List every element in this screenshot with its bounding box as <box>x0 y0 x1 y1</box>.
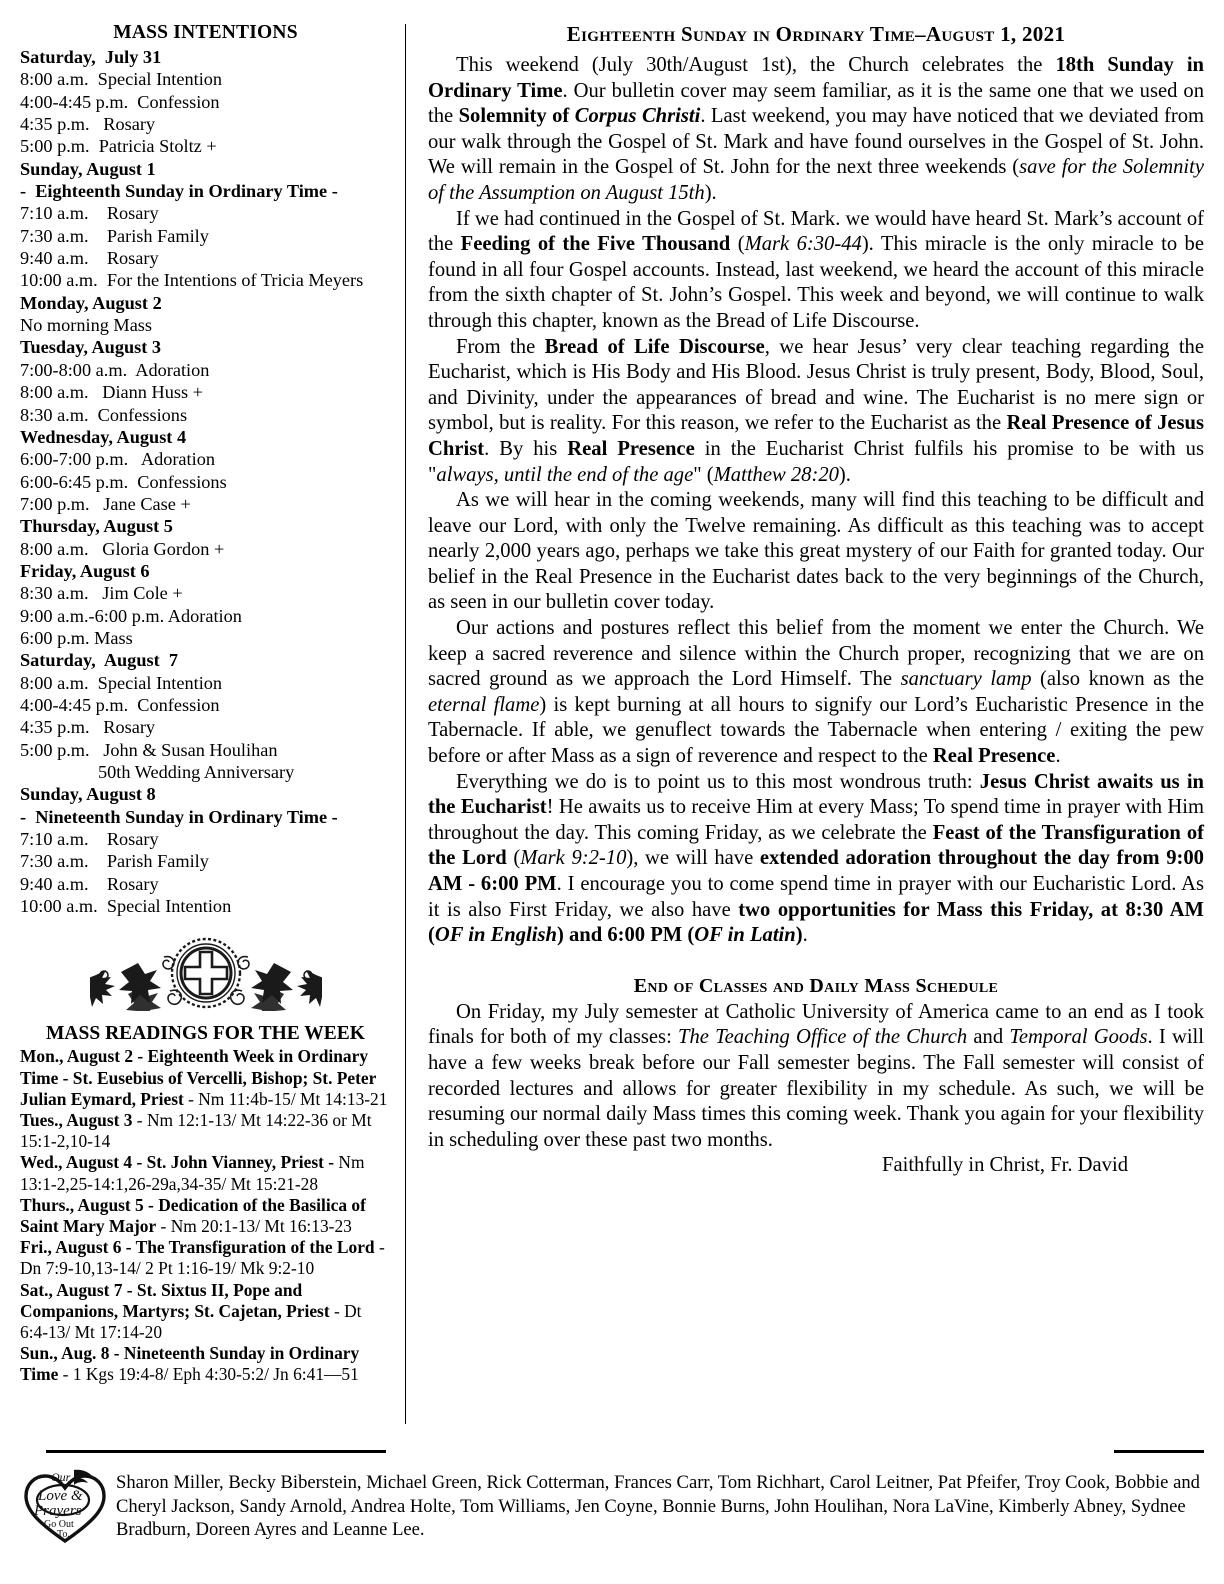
svg-text:Prayers: Prayers <box>34 1503 82 1519</box>
text-run: Mark 6:30-44 <box>744 233 862 256</box>
article-paragraph <box>428 207 1204 335</box>
text-run: ). This miracle is the only miracle to be found in all four Gospel accounts. Instead, last weekend, we heard the account of this miracle from the sixth chapter of St. John’s Gospel. This week and beyond, we will continue to walk through this chapter, known as the Bread of Life Discourse. <box>428 233 1204 332</box>
text-run: 18th Sunday in Ordinary Time <box>428 54 1204 102</box>
mass-intention-line: 8:30 a.m. Confessions <box>20 404 188 425</box>
mass-day-heading: Saturday, July 31 <box>20 47 162 67</box>
mass-intention-line: 9:40 a.m. Rosary <box>20 248 159 269</box>
two-column-layout <box>20 22 1204 1452</box>
prayer-footer <box>20 1450 1204 1570</box>
text-run: ), we will have <box>626 847 760 870</box>
reading-label: Mon., August 2 - Eighteenth Week in Ordinary Time - St. Eusebius of Vercelli, Bishop; St. Peter Julian Eymard, Priest <box>20 1046 377 1109</box>
article-paragraph <box>428 770 1204 949</box>
text-run: OF in English <box>434 924 557 947</box>
mass-intention-line: 7:10 a.m. Rosary <box>20 203 159 224</box>
text-run: If we had continued in the Gospel of St. Mark. we would have heard St. Mark’s account of the <box>428 207 1204 256</box>
text-run: always, until the end of the age <box>436 463 694 486</box>
reading-entry <box>20 1046 391 1110</box>
mass-intention-line: 4:35 p.m. Rosary <box>20 717 156 738</box>
svg-text:Go Out: Go Out <box>44 1519 74 1530</box>
mass-day-heading: - Nineteenth Sunday in Ordinary Time - <box>20 806 338 827</box>
text-run: eternal flame <box>428 693 540 716</box>
mass-intention-line: 8:00 a.m. Special Intention <box>20 672 223 693</box>
text-run: Real Presence <box>567 437 695 460</box>
text-run: OF in Latin <box>694 924 796 947</box>
text-run: Real Presence of Jesus Christ <box>428 412 1204 460</box>
mass-intention-line: 6:00-6:45 p.m. Confessions <box>20 471 227 492</box>
cross-ornament-icon <box>90 935 322 1011</box>
text-run: extended adoration throughout the day from 9:00 AM - 6:00 PM <box>428 847 1204 895</box>
mass-intention-line: 5:00 p.m. Patricia Stoltz + <box>20 136 217 157</box>
text-run: . Our bulletin cover may seem familiar, as it is the same one that we used on the <box>428 79 1205 128</box>
footer-rules <box>20 1450 1204 1460</box>
text-run: ). <box>704 181 717 204</box>
reading-entry <box>20 1110 391 1152</box>
text-run: On Friday, my July semester at Catholic University of America came to an end as I took finals for both of my classes: <box>428 1000 1204 1049</box>
reading-citation: Nm 13:1-2,25-14:1,26-29a,34-35/ Mt 15:21-28 <box>20 1152 365 1194</box>
text-run: ( <box>506 847 521 870</box>
text-run: ( <box>730 233 745 256</box>
mass-readings-heading: MASS READINGS FOR THE WEEK <box>46 1023 365 1045</box>
reading-entry <box>20 1152 391 1194</box>
article-body-two <box>428 1000 1204 1154</box>
text-run: Corpus Christi <box>574 105 701 128</box>
reading-entry <box>20 1195 391 1237</box>
text-run: ) and 6:00 PM ( <box>556 924 695 947</box>
text-run: ! He awaits us to receive Him at every Mass; To spend time in prayer with Him throughout the day. This coming Friday, as we celebrate the <box>428 796 1204 844</box>
mass-intention-line: 7:30 a.m. Parish Family <box>20 225 209 246</box>
text-run: . <box>1055 745 1061 768</box>
mass-intention-line: 6:00 p.m. Mass <box>20 627 133 648</box>
mass-intention-line: 7:00 p.m. Jane Case + <box>20 493 191 514</box>
reading-citation: - Nm 20:1-13/ Mt 16:13-23 <box>156 1216 352 1237</box>
reading-label: Sun., Aug. 8 - Nineteenth Sunday in Ordinary Time <box>20 1343 360 1385</box>
mass-day-heading: Wednesday, August 4 <box>20 426 187 447</box>
text-run: Everything we do is to point us to this most wondrous truth: <box>456 770 980 793</box>
article-body <box>428 53 1204 949</box>
right-column <box>406 22 1204 1179</box>
mass-readings-list <box>20 1046 391 1385</box>
text-run: ) <box>795 924 803 947</box>
mass-day-heading: Saturday, August 7 <box>20 650 178 671</box>
mass-day-heading: - Eighteenth Sunday in Ordinary Time - <box>20 181 338 202</box>
text-run: . I encourage you to come spend time in prayer with our Eucharistic Lord. As it is also First Friday, we also have <box>428 873 1204 921</box>
mass-intention-line: 6:00-7:00 p.m. Adoration <box>20 449 215 470</box>
mass-intention-line: 4:35 p.m. Rosary <box>20 114 156 135</box>
reading-citation: - Dn 7:9-10,13-14/ 2 Pt 1:16-19/ Mk 9:2-10 <box>20 1237 385 1279</box>
mass-intention-line: 9:40 a.m. Rosary <box>20 873 159 894</box>
prayer-names-list: Sharon Miller, Becky Biberstein, Michael Green, Rick Cotterman, Frances Carr, Tom Richhart, Carol Leitner, Pat Pfeifer, Troy Cook, Bobbie and Cheryl Jackson, Sandy Arnold, Andrea Holte, Tom Williams, Jen Coyne, Bonnie Burns, John Houlihan, Nora LaVine, Kimberly Abney, Sydnee Bradburn, Doreen Ayres and Leanne Lee. <box>116 1472 1200 1541</box>
left-column <box>20 22 405 1386</box>
text-run: Feeding of the Five Thousand <box>460 233 731 256</box>
mass-intention-line: No morning Mass <box>20 315 153 336</box>
mass-intention-line: 7:00-8:00 a.m. Adoration <box>20 359 210 380</box>
mass-intention-line: 9:00 a.m.-6:00 p.m. Adoration <box>20 605 242 626</box>
text-run: As we will hear in the coming weekends, many will find this teaching to be difficult and leave our Lord, with only the Twelve remaining. As difficult as this teaching was to accept nearly 2,000 years ago, perhaps we take this great mystery of our Faith for granted today. Our belief in the Real Presence in the Eucharist dates back to the very beginnings of the Church, as seen in our bulletin cover today. <box>428 489 1204 614</box>
text-run: Our actions and postures reflect this belief from the moment we enter the Church. We keep a sacred reverence and silence within the Church proper, recognizing that we are on sacred ground as we approach the Lord Himself. The <box>428 617 1204 691</box>
mass-intention-line: 7:30 a.m. Parish Family <box>20 851 209 872</box>
mass-day-heading: Sunday, August 8 <box>20 784 156 805</box>
footer-rule-left <box>46 1450 386 1453</box>
mass-day-heading: Tuesday, August 3 <box>20 337 162 358</box>
text-run: Mark 9:2-10 <box>520 847 627 870</box>
reading-label: Wed., August 4 - St. John Vianney, Priest - <box>20 1152 335 1173</box>
mass-intention-line: 8:00 a.m. Special Intention <box>20 69 223 90</box>
reading-citation: - Nm 12:1-13/ Mt 14:22-36 or Mt 15:1-2,10-14 <box>20 1110 372 1152</box>
mass-intention-line: 10:00 a.m. Special Intention <box>20 896 232 917</box>
svg-text:Love &: Love & <box>38 1488 83 1504</box>
reading-label: Thurs., August 5 - Dedication of the Basilica of Saint Mary Major <box>20 1194 366 1237</box>
text-run: (also known as the <box>1031 668 1205 691</box>
mass-intention-line: 8:00 a.m. Diann Huss + <box>20 382 203 403</box>
text-run: ). <box>838 463 851 486</box>
mass-day-heading: Sunday, August 1 <box>20 158 156 179</box>
mass-day-heading: Thursday, August 5 <box>20 516 173 537</box>
text-run: The Teaching Office of the Church <box>678 1026 968 1049</box>
text-run: Temporal Goods <box>1009 1026 1148 1049</box>
article-paragraph <box>428 53 1204 207</box>
reading-entry <box>20 1343 391 1385</box>
mass-intention-line: 10:00 a.m. For the Intentions of Tricia Meyers <box>20 270 364 291</box>
reading-label: Tues., August 3 <box>20 1110 133 1131</box>
reading-citation: - Dt 6:4-13/ Mt 17:14-20 <box>20 1300 362 1343</box>
mass-intention-line: 5:00 p.m. John & Susan Houlihan <box>20 739 278 760</box>
text-run: Feast of the Transfiguration of the Lord <box>428 821 1204 870</box>
article-signature: Faithfully in Christ, Fr. David <box>882 1154 1128 1177</box>
mass-intentions-heading: MASS INTENTIONS <box>113 22 298 43</box>
mass-day-heading: Monday, August 2 <box>20 292 162 313</box>
text-run: Solemnity of <box>458 105 575 128</box>
mass-intention-line: 4:00-4:45 p.m. Confession <box>20 91 220 112</box>
prayers-heart-logo-icon <box>22 1467 108 1547</box>
text-run: , we hear Jesus’ very clear teaching regarding the Eucharist, which is His Body and His Blood. Jesus Christ is truly present, Body, Blood, Soul, and Divinity, under the appearances of bread and wine. The Eucharist is no mere sign or symbol, but is reality. For this reason, we refer to the Eucharist as the <box>428 335 1204 435</box>
footer-content <box>20 1467 1204 1547</box>
reading-entry <box>20 1237 391 1279</box>
text-run: and <box>967 1026 1010 1049</box>
text-run: . I will have a few weeks break before our Fall semester begins. The Fall semester will consist of recorded lectures and allows for greater flexibility in my schedule. As such, we will be resuming our normal daily Mass times this coming week. Thank you again for your flexibility in scheduling over these past two months. <box>428 1026 1204 1151</box>
text-run: Matthew 28:20 <box>713 463 839 486</box>
text-run: From the <box>456 335 545 358</box>
article-paragraph <box>428 488 1204 616</box>
article-paragraph <box>428 335 1204 489</box>
text-run: two opportunities for Mass this Friday, at 8:30 AM ( <box>428 898 1204 947</box>
text-run: . Last weekend, you may have noticed that we deviated from our walk through the Gospel of St. Mark and have found ourselves in the Gospel of St. John. We will remain in the Gospel of St. John for the next three weekends ( <box>428 105 1205 179</box>
article-paragraph <box>428 616 1204 770</box>
footer-rule-right <box>1114 1450 1204 1453</box>
reading-citation: - Nm 11:4b-15/ Mt 14:13-21 <box>183 1088 388 1109</box>
article-headline: Eighteenth Sunday in Ordinary Time–August 1, 2021 <box>566 22 1066 46</box>
text-run: ) is kept burning at all hours to signify our Lord’s Eucharistic Presence in the Tabernacle. If able, we genuflect towards the Tabernacle when entering / exiting the pew before or after Mass as a sign of reverence and respect to the <box>428 693 1205 768</box>
text-run: Bread of Life Discourse <box>544 335 765 358</box>
text-run: sanctuary lamp <box>900 668 1032 691</box>
text-run: in the Eucharist Christ fulfils his promise to be with us " <box>428 437 1204 486</box>
mass-intention-line: 50th Wedding Anniversary <box>98 762 295 782</box>
mass-intention-line: 7:10 a.m. Rosary <box>20 829 159 850</box>
svg-text:Our: Our <box>51 1470 71 1484</box>
text-run: Jesus Christ awaits us in the Eucharist <box>428 770 1204 819</box>
mass-intention-line: 8:00 a.m. Gloria Gordon + <box>20 538 225 559</box>
reading-label: Fri., August 6 - The Transfiguration of the Lord <box>20 1237 375 1258</box>
text-run: " ( <box>693 463 714 486</box>
article-paragraph <box>428 1000 1204 1154</box>
mass-intention-line: 4:00-4:45 p.m. Confession <box>20 694 220 715</box>
svg-text:To...: To... <box>57 1529 75 1540</box>
text-run: This weekend (July 30th/August 1st), the Church celebrates the <box>456 54 1056 76</box>
text-run: . <box>802 924 808 947</box>
mass-intention-line: 8:30 a.m. Jim Cole + <box>20 583 183 604</box>
text-run: save for the Solemnity of the Assumption on August 15th <box>428 156 1204 204</box>
mass-intentions-list <box>20 46 391 917</box>
text-run: . By his <box>484 437 568 460</box>
reading-citation: - 1 Kgs 19:4-8/ Eph 4:30-5:2/ Jn 6:41—51 <box>58 1364 359 1385</box>
mass-day-heading: Friday, August 6 <box>20 560 150 581</box>
article-subhead: End of Classes and Daily Mass Schedule <box>633 974 999 997</box>
text-run: Real Presence <box>932 745 1056 768</box>
reading-label: Sat., August 7 - St. Sixtus II, Pope and Companions, Martyrs; St. Cajetan, Priest <box>20 1279 330 1321</box>
reading-entry <box>20 1280 391 1344</box>
